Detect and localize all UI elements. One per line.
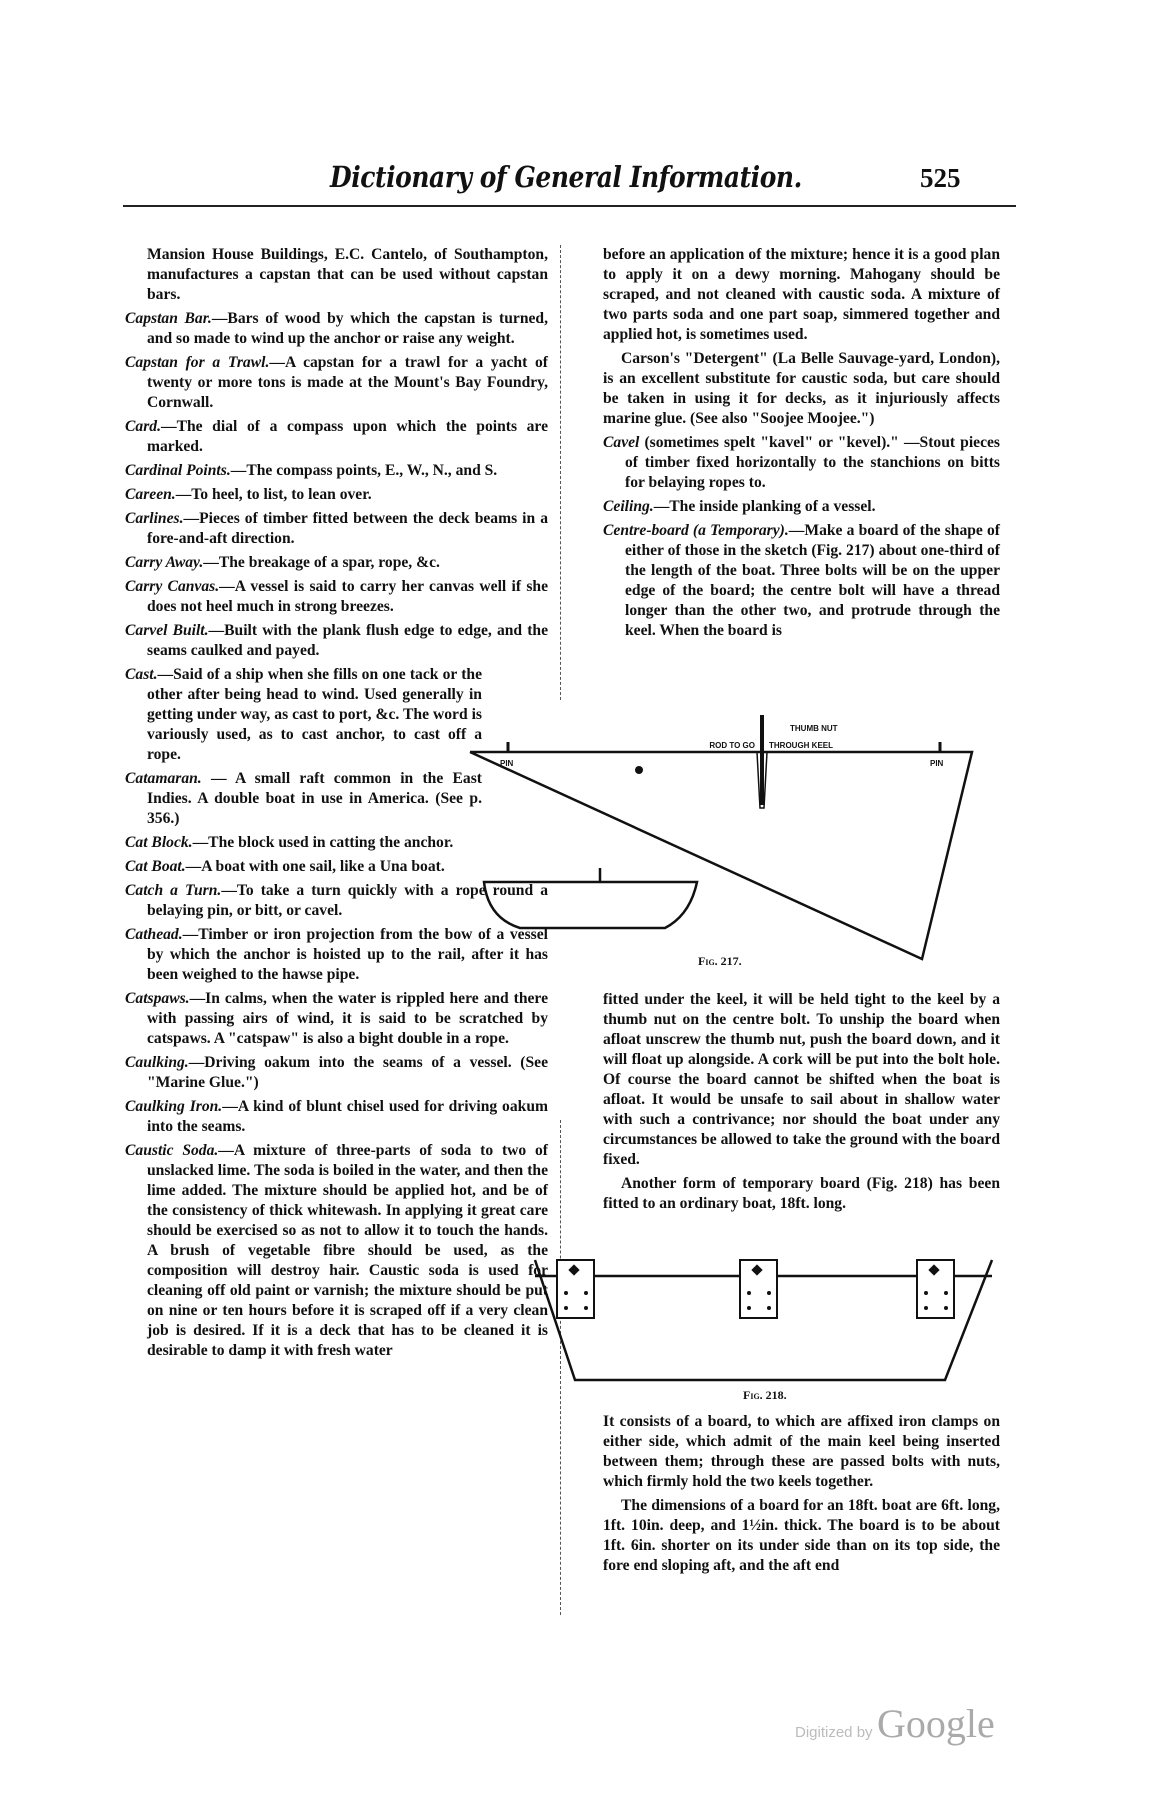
entry-text: —A vessel is said to carry her canvas well if she does not heel much in strong breezes. [147,578,548,615]
page-number: 525 [920,163,961,193]
entry-term: Carry Canvas. [125,578,220,595]
entry-term: Catch a Turn. [125,882,222,899]
entry-text: —A kind of blunt chisel used for driving oakum into the seams. [147,1098,548,1135]
pin-label: PIN [500,759,514,768]
entry-text: —A boat with one sail, like a Una boat. [185,858,445,875]
entry-term: Careen. [125,486,176,503]
entry-term: Catspaws. [125,990,190,1007]
entry-text: —The compass points, E., W., N., and S. [230,462,498,479]
entry-text: —The block used in catting the anchor. [192,834,454,851]
entry-term: Cat Block. [125,834,193,851]
watermark-brand: Google [877,1701,995,1746]
entry-term: Card. [125,418,161,435]
paragraph: The dimensions of a board for an 18ft. boat are 6ft. long, 1ft. 10in. deep, and 1½in. thick. The board is to be about 1ft. 6in. shorter on its under side than on its top side, the fore end sloping aft, and the aft end [603,1497,1000,1574]
paragraph: fitted under the keel, it will be held tight to the keel by a thumb nut on the centre bolt. To unship the board when afloat unscrew the thumb nut, push the board down, and it will float up alongside. A cork will be put into the bolt hole. Of course the board cannot be shifted when the boat is afloat. It would be unsafe to sail about in shallow water with such a contrivance; nor should the boat under any circumstances be allowed to take the ground with the board fixed. [603,991,1000,1168]
keel-label: THROUGH KEEL [769,741,833,750]
entry-term: Caulking. [125,1054,189,1071]
entry-text: —Timber or iron projection from the bow of a vessel by which the anchor is hoisted up to the rail, after it has been weighed to the hawse pipe. [147,926,548,983]
entry-text: —Said of a ship when she fills on one tack or the other after being head to wind. Used generally in getting under way, as cast to port, &c. The word is variously used, as to cast anchor, to cast off a rope. [147,666,482,763]
entry-text: —Bars of wood by which the capstan is turned, and so made to wind up the anchor or raise any weight. [147,310,548,347]
entry-term: Cast. [125,666,158,683]
entry-text: —The inside planking of a vessel. [653,498,876,515]
entry-text: —Built with the plank flush edge to edge, and the seams caulked and payed. [147,622,548,659]
entry-text: — A small raft common in the East Indies. A double boat in use in America. (See p. 356.) [147,770,482,827]
pin-label: PIN [930,759,944,768]
entry-term: Carlines. [125,510,184,527]
entry-term: Catamaran. [125,770,202,787]
entry-text: —To heel, to list, to lean over. [175,486,372,503]
entry-text: —Make a board of the shape of either of those in the sketch (Fig. 217) about one-third of the length of the boat. Three bolts will be on the upper edge of the board; the centre bolt will have a thread longer than the other two, and protrude through the keel. When the board is [625,522,1000,639]
entry-text: Carson's "Detergent" (La Belle Sauvage-yard, London), is an excellent substitute for caustic soda, but care should be taken in using it for decks, as it injuriously affects marine glue. (See also "Soojee Moojee.") [603,350,1000,427]
entry-term: Cavel [603,434,640,451]
entry-text: —Pieces of timber fitted between the deck beams in a fore-and-aft direction. [147,510,548,547]
entry-text: —Driving oakum into the seams of a vessel. (See "Marine Glue.") [147,1054,548,1091]
watermark-prefix: Digitized by [795,1724,873,1741]
bolt-hole [635,766,643,774]
entry-text: —A capstan for a trawl for a yacht of twenty or more tons is made at the Mount's Bay Foundry, Cornwall. [147,354,548,411]
google-watermark [795,1700,995,1747]
thumb-nut-label: THUMB NUT [790,724,838,733]
entry-term: Ceiling. [603,498,654,515]
entry-term: Caulking Iron. [125,1098,223,1115]
entry-term: Capstan Bar. [125,310,212,327]
entry-term: Capstan for a Trawl. [125,354,270,371]
header-title: Dictionary of General Information. [330,160,802,194]
figure-218 [535,1260,992,1380]
rod-label: ROD TO GO [709,741,755,750]
entry-term: Cat Boat. [125,858,186,875]
entry-text: Mansion House Buildings, E.C. Cantelo, of Southampton, manufactures a capstan that can be used without capstan bars. [147,246,548,303]
paragraph: It consists of a board, to which are affixed iron clamps on either side, which admit of the main keel being inserted between them; through these are passed bolts with nuts, which firmly hold the two keels together. [603,1413,1000,1490]
paragraph: Another form of temporary board (Fig. 218) has been fitted to an ordinary boat, 18ft. long. [603,1175,1000,1212]
figure-217-caption: Fig. 217. [698,954,742,968]
entry-term: Carvel Built. [125,622,209,639]
entry-text: before an application of the mixture; hence it is a good plan to apply it on a dewy morning. Mahogany should be scraped, and not cleaned with caustic soda. A mixture of two parts soda and one part soap, simmered together and applied hot, is sometimes used. [603,246,1000,343]
figure-218-caption: Fig. 218. [743,1388,787,1402]
entry-term: Centre-board (a Temporary). [603,522,789,539]
entry-text: —To take a turn quickly with a rope round a belaying pin, or bitt, or cavel. [147,882,548,919]
entry-text: —The breakage of a spar, rope, &c. [203,554,440,571]
entry-text: —In calms, when the water is rippled here and there with passing airs of wind, it is said to be scratched by catspaws. A "catspaw" is also a bight double in a rope. [147,990,548,1047]
entry-text: —A mixture of three-parts of soda to two of unslacked lime. The soda is boiled in the water, and then the lime added. The mixture should be applied hot, and be of the consistency of thick whitewash. In applying it great care should be exercised so as not to allow it to touch the hands. A brush of vegetable fibre should be used, as the composition will destroy hair. Caustic soda is used for cleaning off old paint or varnish; the mixture should be put on nine or ten hours before it is scraped off if a very clean job is desired. If it is a deck that has to be cleaned it is desirable to damp it with fresh water [147,1142,548,1359]
entry-term: Caustic Soda. [125,1142,219,1159]
entry-term: Cathead. [125,926,183,943]
entry-term: Cardinal Points. [125,462,231,479]
entry-term: Carry Away. [125,554,204,571]
boat-sketch [484,882,697,928]
entry-text: —The dial of a compass upon which the points are marked. [147,418,548,455]
entry-text: (sometimes spelt "kavel" or "kevel)." —Stout pieces of timber fixed horizontally to the stanchions on bitts for belaying ropes to. [625,434,1000,491]
